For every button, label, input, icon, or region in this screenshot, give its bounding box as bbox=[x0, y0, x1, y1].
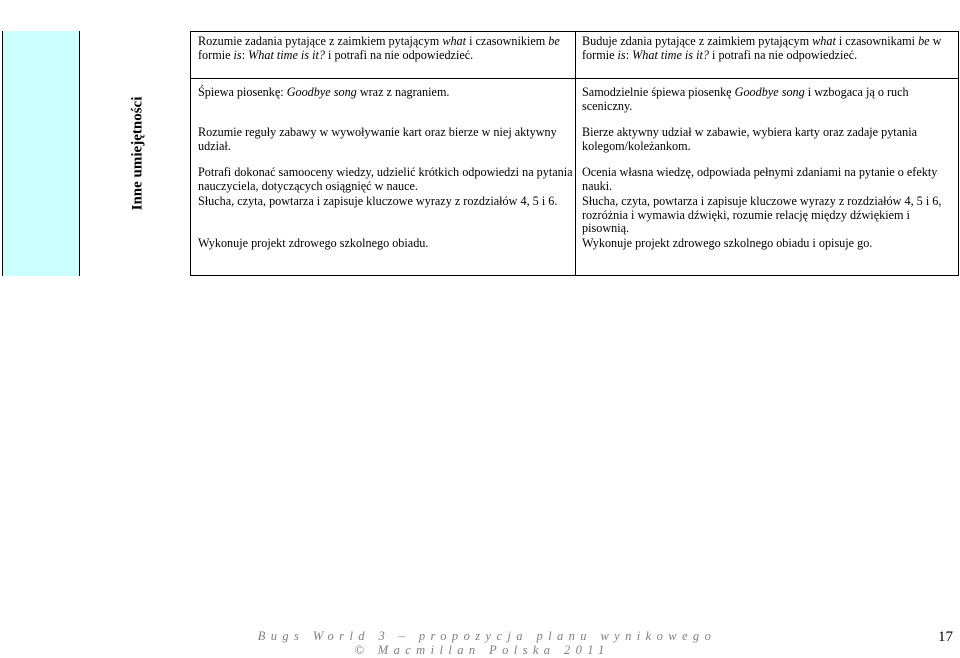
text-segment: i potrafi na nie odpowiedzieć. bbox=[708, 47, 858, 62]
table-border-bottom bbox=[190, 275, 959, 276]
table-border-col2 bbox=[79, 31, 80, 276]
italic-term: is bbox=[233, 47, 242, 62]
text-segment: formie bbox=[198, 47, 234, 62]
text-segment: i czasownikami bbox=[835, 34, 919, 48]
row-separator-1 bbox=[190, 78, 959, 79]
italic-term: Goodbye song bbox=[286, 85, 357, 99]
text-segment: i potrafi na nie odpowiedzieć. bbox=[324, 47, 474, 62]
first-column-shading bbox=[3, 31, 79, 276]
italic-term: what bbox=[812, 34, 836, 48]
section-label-text: Inne umiejętności bbox=[129, 96, 146, 211]
italic-term: What time is it? bbox=[632, 47, 709, 62]
text-segment: i czasownikiem bbox=[466, 34, 549, 48]
left-cell-row-2 bbox=[198, 86, 574, 100]
text-segment: : bbox=[625, 47, 633, 62]
right-cell-row-2 bbox=[582, 86, 954, 113]
footer-title: Bugs World 3 – propozycja planu wynikowego bbox=[257, 629, 717, 643]
left-cell-row-3: Rozumie reguły zabawy w wywoływanie kart oraz bierze w niej aktywny udział. bbox=[198, 125, 557, 153]
page-number: 17 bbox=[938, 629, 953, 645]
text-segment: Buduje zdania pytające z zaimkiem pytającym bbox=[582, 34, 813, 48]
section-label bbox=[118, 31, 158, 276]
italic-term: is bbox=[617, 47, 626, 62]
italic-term: be bbox=[548, 34, 560, 48]
right-cell-row-5: Słucha, czyta, powtarza i zapisuje kluczowe wyrazy z rozdziałów 4, 5 i 6, rozróżnia i wymawia dźwięki, rozumie relację między dźwiękiem i pisownią. bbox=[582, 194, 942, 236]
left-cell-row-1 bbox=[198, 35, 574, 62]
table-border-col4 bbox=[575, 31, 576, 276]
table-border-col3 bbox=[190, 31, 191, 276]
right-cell-row-6: Wykonuje projekt zdrowego szkolnego obiadu i opisuje go. bbox=[582, 236, 873, 250]
left-cell-row-4: Potrafi dokonać samooceny wiedzy, udzielić krótkich odpowiedzi na pytania nauczyciela, dotyczących osiągnięć w nauce. bbox=[198, 165, 573, 193]
right-cell-row-4: Ocenia własna wiedzę, odpowiada pełnymi zdaniami na pytanie o efekty nauki. bbox=[582, 165, 938, 193]
text-segment: w formie bbox=[582, 34, 942, 62]
italic-term: what bbox=[442, 34, 467, 48]
italic-term: Goodbye song bbox=[734, 85, 805, 99]
text-segment: wraz z nagraniem. bbox=[356, 85, 450, 99]
right-cell-row-1 bbox=[582, 35, 954, 62]
table-border-top bbox=[190, 31, 959, 32]
text-segment: Śpiewa piosenkę: bbox=[198, 85, 287, 99]
right-cell-row-3: Bierze aktywny udział w zabawie, wybiera karty oraz zadaje pytania kolegom/koleżankom. bbox=[582, 125, 917, 153]
table-border-left bbox=[2, 31, 3, 276]
text-segment: Samodzielnie śpiewa piosenkę bbox=[582, 85, 735, 99]
text-segment: : bbox=[241, 47, 249, 62]
footer-copyright: © Macmillan Polska 2011 bbox=[354, 643, 610, 657]
text-segment: i wzbogaca ją o ruch sceniczny. bbox=[582, 85, 909, 113]
italic-term: What time is it? bbox=[248, 47, 325, 62]
left-cell-row-5: Słucha, czyta, powtarza i zapisuje kluczowe wyrazy z rozdziałów 4, 5 i 6. bbox=[198, 194, 558, 208]
table-border-right bbox=[958, 31, 959, 276]
italic-term: be bbox=[918, 34, 930, 48]
left-cell-row-6: Wykonuje projekt zdrowego szkolnego obiadu. bbox=[198, 236, 429, 250]
text-segment: Rozumie zadania pytające z zaimkiem pytającym bbox=[198, 34, 443, 48]
